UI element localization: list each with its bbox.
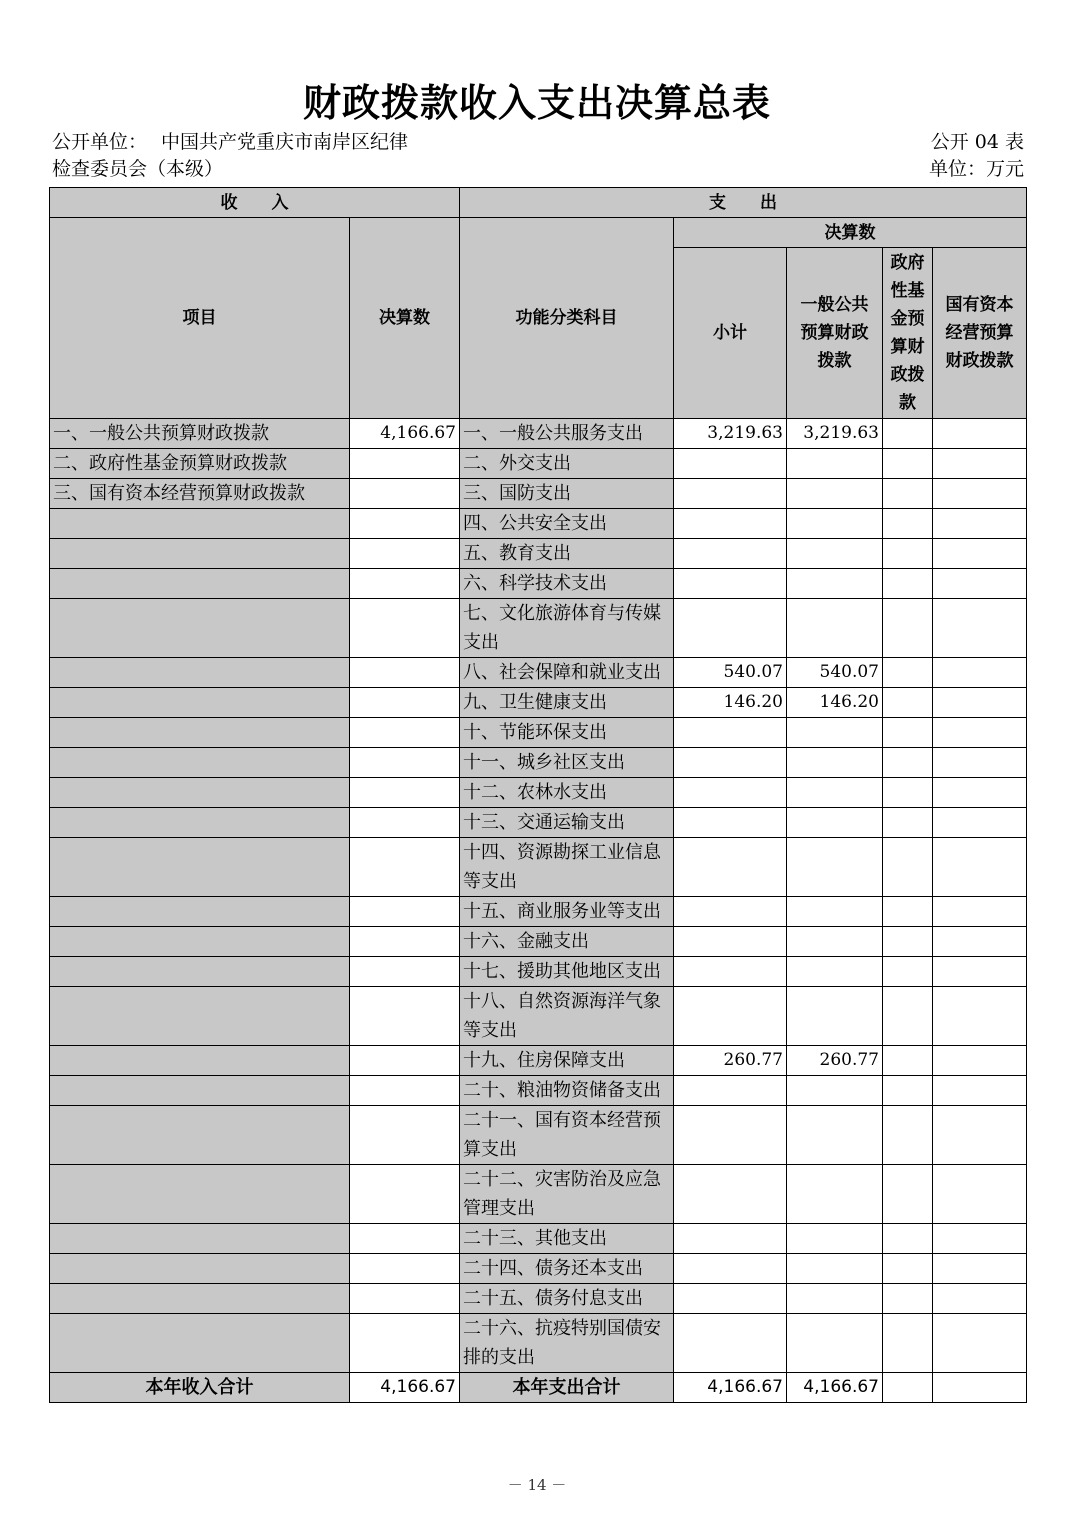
- expense-general-budget: [787, 1314, 883, 1373]
- table-row: [50, 897, 1027, 927]
- income-amount: [350, 1224, 460, 1254]
- expense-subtotal: [674, 927, 787, 957]
- expense-gov-fund: [883, 449, 933, 479]
- expense-general-budget: [787, 539, 883, 569]
- income-item: [50, 1254, 350, 1284]
- unit-name-line2: 检查委员会（本级）: [52, 158, 224, 180]
- income-item: [50, 897, 350, 927]
- expense-state-capital: [933, 479, 1027, 509]
- table-row: [50, 1076, 1027, 1106]
- expense-subtotal: [674, 1076, 787, 1106]
- func-subject: 五、教育支出: [460, 539, 674, 569]
- expense-general-budget: [787, 1254, 883, 1284]
- expense-state-capital: [933, 808, 1027, 838]
- func-subject: 十九、住房保障支出: [460, 1046, 674, 1076]
- expense-state-capital: [933, 449, 1027, 479]
- table-row: [50, 658, 1027, 688]
- income-item: [50, 927, 350, 957]
- expense-subtotal: [674, 449, 787, 479]
- table-row: [50, 1106, 1027, 1165]
- gov-fund-header: 政府性基金预算财政拨款: [883, 248, 933, 419]
- income-amount: [350, 778, 460, 808]
- expense-subtotal: [674, 1224, 787, 1254]
- subtotal-header: 小计: [674, 248, 787, 419]
- income-amount: 4,166.67: [350, 419, 460, 449]
- expense-subtotal: [674, 957, 787, 987]
- func-subject: 十三、交通运输支出: [460, 808, 674, 838]
- income-item: [50, 658, 350, 688]
- func-subject: 十四、资源勘探工业信息等支出: [460, 838, 674, 897]
- expense-state-capital: [933, 539, 1027, 569]
- expense-state-capital: [933, 1254, 1027, 1284]
- expense-total-label: 本年支出合计: [460, 1373, 674, 1403]
- income-amount: [350, 449, 460, 479]
- expense-gov-fund: [883, 1254, 933, 1284]
- expense-state-capital: [933, 1046, 1027, 1076]
- income-amount: [350, 1106, 460, 1165]
- expense-subtotal: [674, 479, 787, 509]
- expense-subtotal: 146.20: [674, 688, 787, 718]
- expense-total-gov: [883, 1373, 933, 1403]
- table-row: [50, 748, 1027, 778]
- income-amount: [350, 509, 460, 539]
- income-amount: [350, 539, 460, 569]
- func-subject: 十、节能环保支出: [460, 718, 674, 748]
- expense-state-capital: [933, 1284, 1027, 1314]
- item-header: 项目: [50, 218, 350, 419]
- income-amount: [350, 1284, 460, 1314]
- expense-gov-fund: [883, 957, 933, 987]
- expense-general-budget: [787, 599, 883, 658]
- expense-state-capital: [933, 927, 1027, 957]
- expense-general-budget: [787, 479, 883, 509]
- income-item: [50, 1284, 350, 1314]
- func-subject: 四、公共安全支出: [460, 509, 674, 539]
- expense-gov-fund: [883, 539, 933, 569]
- income-item: [50, 569, 350, 599]
- final-amount-header: 决算数: [674, 218, 1027, 248]
- expense-state-capital: [933, 897, 1027, 927]
- expense-general-budget: [787, 987, 883, 1046]
- expense-general-budget: [787, 718, 883, 748]
- appropriation-summary-table: [49, 187, 1027, 1403]
- expense-total-general: 4,166.67: [787, 1373, 883, 1403]
- table-row: [50, 688, 1027, 718]
- expense-general-budget: [787, 957, 883, 987]
- income-item: [50, 509, 350, 539]
- expense-gov-fund: [883, 569, 933, 599]
- func-subject: 二十、粮油物资储备支出: [460, 1076, 674, 1106]
- table-row: [50, 987, 1027, 1046]
- expense-gov-fund: [883, 419, 933, 449]
- income-item: [50, 838, 350, 897]
- expense-subtotal: [674, 897, 787, 927]
- expense-state-capital: [933, 419, 1027, 449]
- income-amount: [350, 957, 460, 987]
- table-row: [50, 449, 1027, 479]
- income-item: [50, 1165, 350, 1224]
- expense-gov-fund: [883, 1076, 933, 1106]
- income-amount-header: 决算数: [350, 218, 460, 419]
- table-row: [50, 927, 1027, 957]
- income-amount: [350, 718, 460, 748]
- table-row: [50, 1165, 1027, 1224]
- expense-general-budget: [787, 1165, 883, 1224]
- func-subject: 七、文化旅游体育与传媒支出: [460, 599, 674, 658]
- table-row: [50, 1284, 1027, 1314]
- unit-label: 公开单位：: [52, 131, 148, 153]
- expense-subtotal: [674, 1165, 787, 1224]
- income-item: 三、国有资本经营预算财政拨款: [50, 479, 350, 509]
- totals-row: [50, 1373, 1027, 1403]
- expense-state-capital: [933, 1076, 1027, 1106]
- form-meta: [929, 129, 1024, 183]
- income-amount: [350, 748, 460, 778]
- income-total-label: 本年收入合计: [50, 1373, 350, 1403]
- expense-subtotal: [674, 1314, 787, 1373]
- expense-state-capital: [933, 688, 1027, 718]
- expense-state-capital: [933, 1224, 1027, 1254]
- func-subject: 十二、农林水支出: [460, 778, 674, 808]
- expense-general-budget: [787, 808, 883, 838]
- expense-subtotal: 3,219.63: [674, 419, 787, 449]
- income-item: [50, 718, 350, 748]
- page-title: 财政拨款收入支出决算总表: [302, 81, 771, 125]
- expense-gov-fund: [883, 1314, 933, 1373]
- func-subject: 二十一、国有资本经营预算支出: [460, 1106, 674, 1165]
- expense-gov-fund: [883, 987, 933, 1046]
- page-number: － 14 －: [507, 1476, 567, 1494]
- expense-general-budget: 146.20: [787, 688, 883, 718]
- income-item: [50, 748, 350, 778]
- func-subject: 八、社会保障和就业支出: [460, 658, 674, 688]
- expense-gov-fund: [883, 838, 933, 897]
- expense-gov-fund: [883, 599, 933, 658]
- table-row: [50, 599, 1027, 658]
- income-item: [50, 987, 350, 1046]
- table-row: [50, 1314, 1027, 1373]
- income-item: [50, 808, 350, 838]
- expense-general-budget: 540.07: [787, 658, 883, 688]
- income-amount: [350, 808, 460, 838]
- func-subject-header: 功能分类科目: [460, 218, 674, 419]
- expense-state-capital: [933, 778, 1027, 808]
- expense-general-budget: [787, 927, 883, 957]
- func-subject: 二十二、灾害防治及应急管理支出: [460, 1165, 674, 1224]
- general-budget-header: 一般公共预算财政拨款: [787, 248, 883, 419]
- table-row: [50, 1224, 1027, 1254]
- table-body: [50, 419, 1027, 1373]
- func-subject: 九、卫生健康支出: [460, 688, 674, 718]
- income-item: [50, 688, 350, 718]
- expense-state-capital: [933, 1314, 1027, 1373]
- income-total-amount: 4,166.67: [350, 1373, 460, 1403]
- func-subject: 十七、援助其他地区支出: [460, 957, 674, 987]
- expense-subtotal: [674, 539, 787, 569]
- income-header: 收 入: [50, 188, 460, 218]
- expense-gov-fund: [883, 658, 933, 688]
- expense-state-capital: [933, 718, 1027, 748]
- table-row: [50, 957, 1027, 987]
- income-item: [50, 1046, 350, 1076]
- expense-subtotal: [674, 599, 787, 658]
- expense-subtotal: [674, 509, 787, 539]
- income-item: 一、一般公共预算财政拨款: [50, 419, 350, 449]
- expense-general-budget: [787, 1106, 883, 1165]
- income-amount: [350, 1076, 460, 1106]
- expense-general-budget: 260.77: [787, 1046, 883, 1076]
- func-subject: 六、科学技术支出: [460, 569, 674, 599]
- expense-state-capital: [933, 569, 1027, 599]
- expense-state-capital: [933, 748, 1027, 778]
- table-row: [50, 808, 1027, 838]
- income-item: [50, 1076, 350, 1106]
- func-subject: 十六、金融支出: [460, 927, 674, 957]
- publishing-unit: [52, 129, 408, 183]
- unit-measure: 单位：万元: [928, 158, 1024, 180]
- income-item: [50, 778, 350, 808]
- expense-general-budget: [787, 1284, 883, 1314]
- expense-general-budget: [787, 449, 883, 479]
- income-amount: [350, 688, 460, 718]
- unit-name-line1: 中国共产党重庆市南岸区纪律: [161, 131, 409, 153]
- income-item: 二、政府性基金预算财政拨款: [50, 449, 350, 479]
- expense-gov-fund: [883, 897, 933, 927]
- expense-total-subtotal: 4,166.67: [674, 1373, 787, 1403]
- table-row: [50, 569, 1027, 599]
- expense-gov-fund: [883, 688, 933, 718]
- table-row: [50, 1046, 1027, 1076]
- expense-subtotal: [674, 987, 787, 1046]
- state-capital-header: 国有资本经营预算财政拨款: [933, 248, 1027, 419]
- expense-general-budget: [787, 569, 883, 599]
- income-amount: [350, 1314, 460, 1373]
- expense-general-budget: [787, 1076, 883, 1106]
- table-row: [50, 539, 1027, 569]
- expense-state-capital: [933, 987, 1027, 1046]
- func-subject: 十五、商业服务业等支出: [460, 897, 674, 927]
- income-amount: [350, 569, 460, 599]
- expense-subtotal: [674, 748, 787, 778]
- expense-state-capital: [933, 658, 1027, 688]
- income-amount: [350, 1165, 460, 1224]
- expense-general-budget: [787, 509, 883, 539]
- expense-gov-fund: [883, 479, 933, 509]
- expense-general-budget: [787, 838, 883, 897]
- expense-gov-fund: [883, 509, 933, 539]
- expense-state-capital: [933, 838, 1027, 897]
- income-amount: [350, 897, 460, 927]
- expense-subtotal: [674, 808, 787, 838]
- expense-subtotal: [674, 778, 787, 808]
- func-subject: 二十五、债务付息支出: [460, 1284, 674, 1314]
- expense-gov-fund: [883, 778, 933, 808]
- expense-header: 支 出: [460, 188, 1027, 218]
- expense-state-capital: [933, 599, 1027, 658]
- form-number: 公开 04 表: [930, 131, 1024, 153]
- func-subject: 二十三、其他支出: [460, 1224, 674, 1254]
- expense-subtotal: 260.77: [674, 1046, 787, 1076]
- income-amount: [350, 838, 460, 897]
- expense-general-budget: [787, 1224, 883, 1254]
- func-subject: 三、国防支出: [460, 479, 674, 509]
- expense-subtotal: [674, 1284, 787, 1314]
- income-item: [50, 957, 350, 987]
- table-row: [50, 1254, 1027, 1284]
- expense-state-capital: [933, 509, 1027, 539]
- expense-total-state: [933, 1373, 1027, 1403]
- func-subject: 一、一般公共服务支出: [460, 419, 674, 449]
- func-subject: 二、外交支出: [460, 449, 674, 479]
- expense-gov-fund: [883, 748, 933, 778]
- expense-subtotal: [674, 1254, 787, 1284]
- income-amount: [350, 658, 460, 688]
- func-subject: 十八、自然资源海洋气象等支出: [460, 987, 674, 1046]
- expense-general-budget: [787, 778, 883, 808]
- func-subject: 十一、城乡社区支出: [460, 748, 674, 778]
- income-item: [50, 1106, 350, 1165]
- expense-gov-fund: [883, 718, 933, 748]
- table-row: [50, 509, 1027, 539]
- expense-gov-fund: [883, 808, 933, 838]
- income-amount: [350, 927, 460, 957]
- expense-gov-fund: [883, 1165, 933, 1224]
- expense-state-capital: [933, 1165, 1027, 1224]
- income-item: [50, 1314, 350, 1373]
- income-amount: [350, 987, 460, 1046]
- income-item: [50, 539, 350, 569]
- table-row: [50, 838, 1027, 897]
- table-row: [50, 479, 1027, 509]
- expense-subtotal: [674, 838, 787, 897]
- expense-state-capital: [933, 1106, 1027, 1165]
- table-row: [50, 419, 1027, 449]
- func-subject: 二十六、抗疫特别国债安排的支出: [460, 1314, 674, 1373]
- income-amount: [350, 1046, 460, 1076]
- func-subject: 二十四、债务还本支出: [460, 1254, 674, 1284]
- expense-general-budget: 3,219.63: [787, 419, 883, 449]
- table-row: [50, 718, 1027, 748]
- income-amount: [350, 1254, 460, 1284]
- expense-gov-fund: [883, 1106, 933, 1165]
- expense-gov-fund: [883, 1046, 933, 1076]
- expense-subtotal: [674, 569, 787, 599]
- income-amount: [350, 599, 460, 658]
- table-row: [50, 778, 1027, 808]
- income-amount: [350, 479, 460, 509]
- expense-subtotal: 540.07: [674, 658, 787, 688]
- expense-general-budget: [787, 897, 883, 927]
- income-item: [50, 599, 350, 658]
- expense-subtotal: [674, 718, 787, 748]
- expense-subtotal: [674, 1106, 787, 1165]
- expense-gov-fund: [883, 1224, 933, 1254]
- expense-general-budget: [787, 748, 883, 778]
- expense-gov-fund: [883, 927, 933, 957]
- expense-gov-fund: [883, 1284, 933, 1314]
- income-item: [50, 1224, 350, 1254]
- expense-state-capital: [933, 957, 1027, 987]
